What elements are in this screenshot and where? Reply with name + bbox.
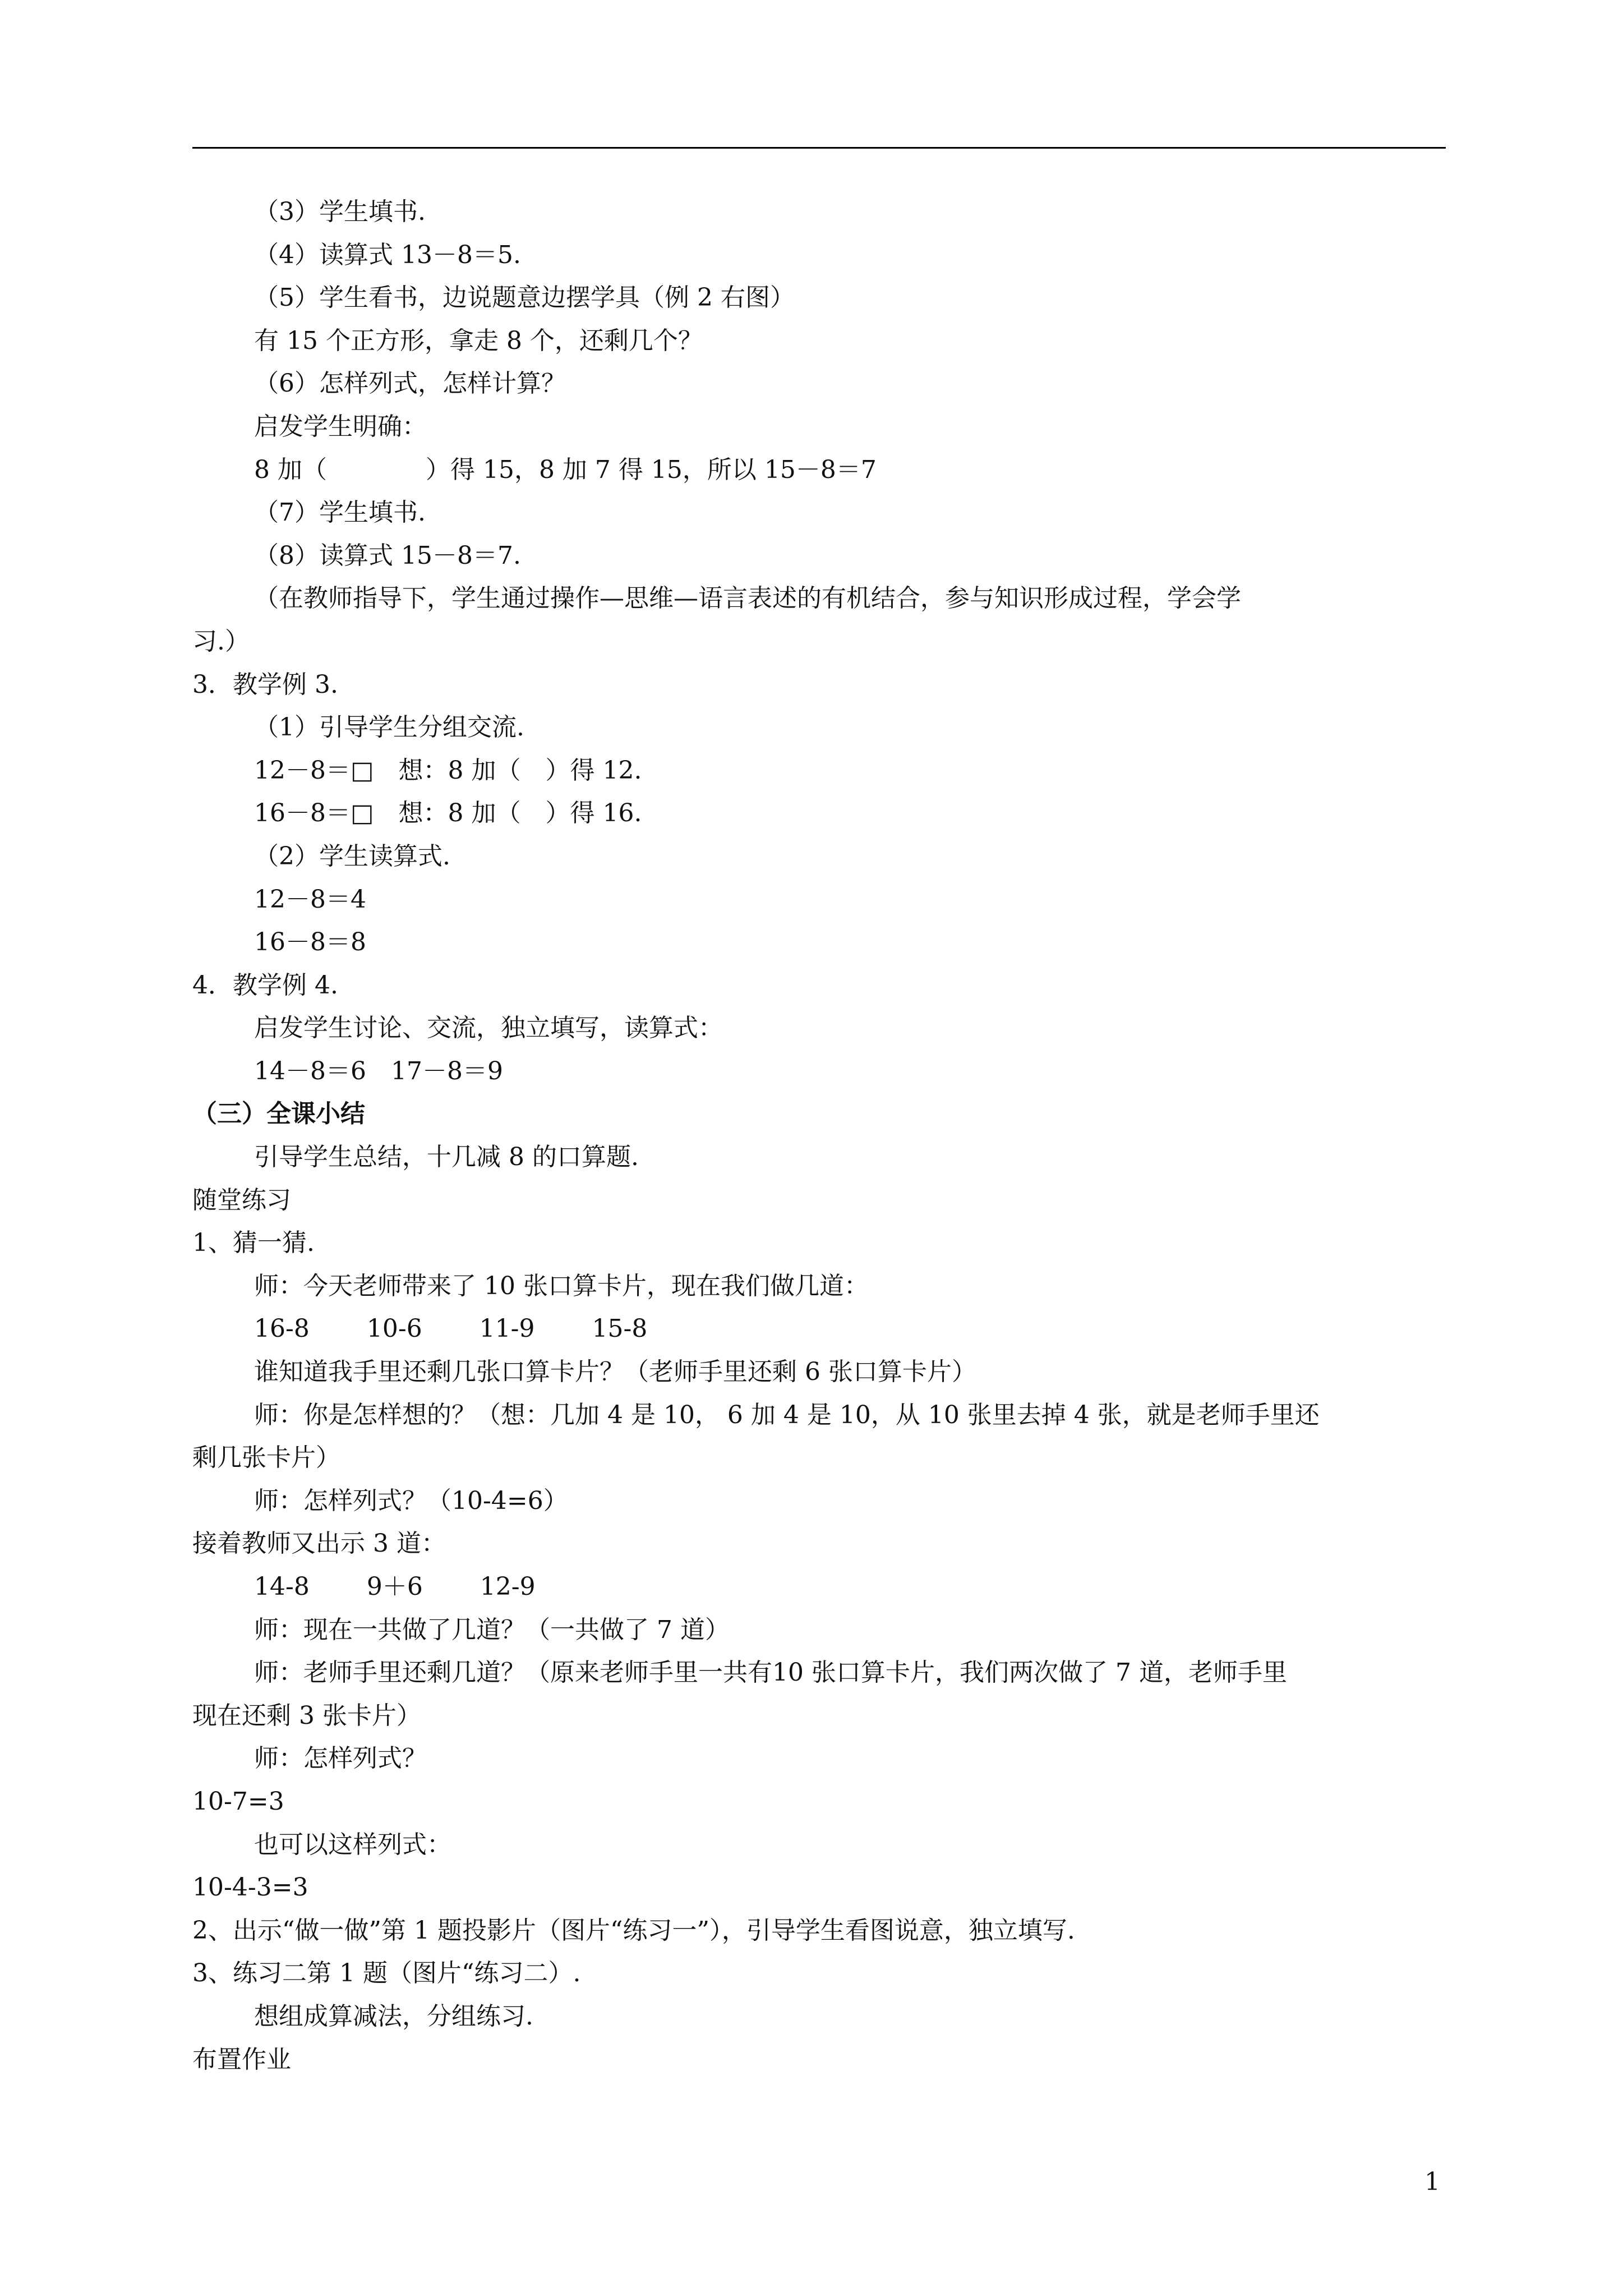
text-line: 布置作业 bbox=[192, 2045, 291, 2074]
text-line: 有 15 个正方形，拿走 8 个，还剩几个？ bbox=[254, 326, 703, 355]
text-line: （8）读算式 15－8＝7. bbox=[254, 541, 521, 570]
document-body bbox=[192, 191, 1449, 2081]
text-line: （2）学生读算式. bbox=[254, 841, 450, 871]
text-line: 启发学生讨论、交流，独立填写，读算式： bbox=[254, 1014, 723, 1043]
text-line: 10-4-3=3 bbox=[192, 1873, 308, 1902]
text-line: 14－8＝6 17－8＝9 bbox=[254, 1056, 503, 1085]
text-line: （在教师指导下，学生通过操作—思维—语言表述的有机结合，参与知识形成过程，学会学 bbox=[254, 584, 1241, 613]
text-line: 10-7=3 bbox=[192, 1787, 284, 1816]
text-line: 12－8＝4 bbox=[254, 885, 366, 914]
text-line: 16－8＝8 bbox=[254, 928, 366, 957]
page-number: 1 bbox=[1424, 2168, 1440, 2196]
header-rule bbox=[192, 147, 1446, 149]
text-line: 14-8 9＋6 12-9 bbox=[254, 1572, 536, 1601]
text-line: 3、练习二第 1 题（图片“练习二）. bbox=[192, 1959, 581, 1988]
text-line: 师：今天老师带来了 10 张口算卡片，现在我们做几道： bbox=[254, 1271, 869, 1300]
text-line: 师：现在一共做了几道？（一共做了 7 道） bbox=[254, 1615, 730, 1644]
text-line: 师：怎样列式？ bbox=[254, 1744, 427, 1773]
text-line: 引导学生总结，十几减 8 的口算题. bbox=[254, 1143, 639, 1172]
text-line: 8 加（ ）得 15，8 加 7 得 15，所以 15－8＝7 bbox=[254, 455, 877, 484]
text-line: 想组成算减法，分组练习. bbox=[254, 2001, 533, 2031]
text-line: 2、出示“做一做”第 1 题投影片（图片“练习一”），引导学生看图说意，独立填写. bbox=[192, 1916, 1075, 1945]
text-line: 1、猜一猜. bbox=[192, 1228, 315, 1258]
text-line: 随堂练习 bbox=[192, 1185, 291, 1214]
text-line: 也可以这样列式： bbox=[254, 1830, 451, 1859]
text-line: 师：你是怎样想的？（想：几加 4 是 10， 6 加 4 是 10，从 10 张里去掉 4 张，就是老师手里还 bbox=[254, 1400, 1320, 1429]
text-line: 谁知道我手里还剩几张口算卡片？（老师手里还剩 6 张口算卡片） bbox=[254, 1358, 976, 1387]
text-line: 16-8 10-6 11-9 15-8 bbox=[254, 1314, 648, 1343]
text-line: 启发学生明确： bbox=[254, 412, 427, 441]
section-heading: （三）全课小结 bbox=[192, 1099, 365, 1129]
text-line: （3）学生填书. bbox=[254, 197, 426, 226]
text-line: 剩几张卡片） bbox=[192, 1443, 340, 1473]
text-line: 3．教学例 3. bbox=[192, 670, 338, 699]
text-line: （6）怎样列式，怎样计算？ bbox=[254, 369, 566, 398]
text-line: （1）引导学生分组交流. bbox=[254, 713, 524, 742]
text-line: （4）读算式 13－8＝5. bbox=[254, 240, 521, 269]
text-line: （5）学生看书，边说题意边摆学具（例 2 右图） bbox=[254, 283, 795, 312]
text-line: 师：老师手里还剩几道？（原来老师手里一共有10 张口算卡片，我们两次做了 7 道，老师手里 bbox=[254, 1658, 1287, 1687]
text-line: 现在还剩 3 张卡片） bbox=[192, 1701, 421, 1730]
text-line: 16－8＝□ 想：8 加（ ）得 16. bbox=[254, 799, 642, 828]
text-line: 习.） bbox=[192, 627, 250, 656]
text-line: 接着教师又出示 3 道： bbox=[192, 1529, 446, 1558]
text-line: 4．教学例 4. bbox=[192, 970, 338, 1000]
text-line: 12－8＝□ 想：8 加（ ）得 12. bbox=[254, 756, 642, 785]
text-line: 师：怎样列式？（10-4=6） bbox=[254, 1486, 568, 1515]
text-line: （7）学生填书. bbox=[254, 498, 426, 527]
